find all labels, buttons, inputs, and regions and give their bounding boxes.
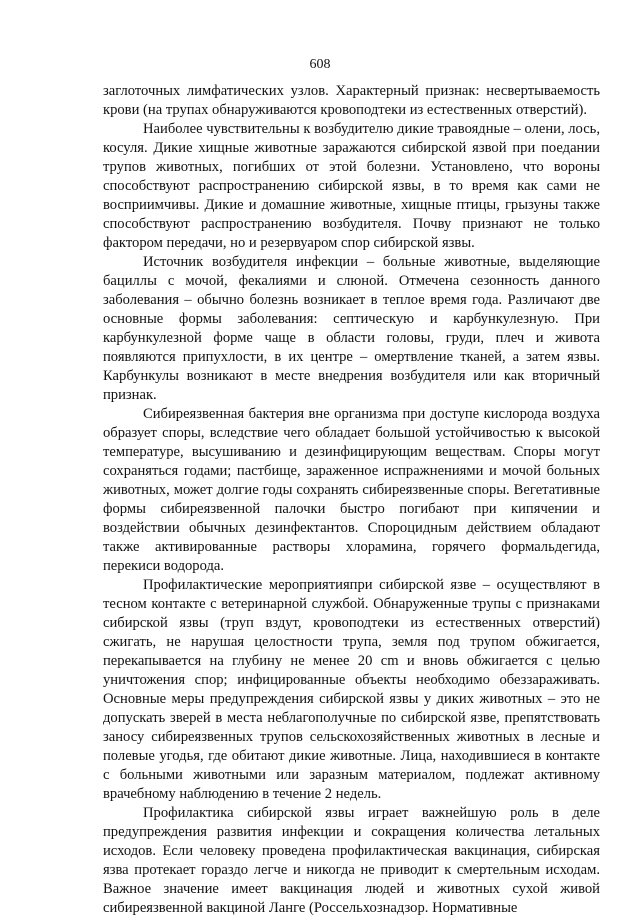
paragraph-3: Источник возбудителя инфекции – больные животные, выделяющие бациллы с мочой, фекалиями и слюной. Отмечена сезонность данного заболевания – обычно болезнь возникает в теплое время года. Различают две основные формы заболевания: септическую и карбункулезную. При карбункулезной форме чаще в области головы, груди, плеч и живота появляются припухлости, в их центре – омертвление тканей, а затем язвы. Карбункулы возникают в месте внедрения возбудителя или как вторичный признак. [103, 254, 600, 403]
body-text [103, 82, 600, 918]
paragraph-1: заглоточных лимфатических узлов. Характерный признак: несвертываемость крови (на трупах обнаруживаются кровоподтеки из естественных отверстий). [103, 83, 600, 118]
paragraph-2: Наиболее чувствительны к возбудителю дикие травоядные – олени, лось, косуля. Дикие хищные животные заражаются сибирской язвой при поедании трупов животных, погибших от этой болезни. Установлено, что вороны способствуют распространению сибирской язвы, в то время как сами не восприимчивы. Дикие и домашние животные, хищные птицы, грызуны также способствуют распространению возбудителя. Почву признают не только фактором передачи, но и резервуаром спор сибирской язвы. [103, 121, 600, 251]
paragraph-5: Профилактические мероприятияпри сибирской язве – осуществляют в тесном контакте с ветеринарной службой. Обнаруженные трупы с признаками сибирской язвы (труп вздут, кровоподтеки из естественных отверстий) сжигать, не нарушая целостности трупа, земля под трупом обжигается, перекапывается на глубину не менее 20 cm и вновь обжигается с целью уничтожения спор; инфицированные объекты необходимо обеззараживать. Основные меры предупреждения сибирской язвы у диких животных – это не допускать зверей в места неблагополучные по сибирской язве, препятствовать заносу сибиреязвенных трупов сельскохозяйственных животных в лесные и полевые угодья, где обитают дикие животные. Лица, находившиеся в контакте с больными животными или заразным материалом, подлежат активному врачебному наблюдению в течение 2 недель. [103, 577, 600, 802]
paragraph-6: Профилактика сибирской язвы играет важнейшую роль в деле предупреждения развития инфекции и сокращения количества летальных исходов. Если человеку проведена профилактическая вакцинация, сибирская язва протекает гораздо легче и никогда не приводит к смертельным исходам. Важное значение имеет вакцинация людей и животных сухой живой сибиреязвенной вакциной Ланге (Россельхознадзор. Нормативные [103, 805, 600, 916]
page-number: 608 [309, 57, 331, 72]
paragraph-4: Сибиреязвенная бактерия вне организма при доступе кислорода воздуха образует споры, вследствие чего обладает большой устойчивостью к высокой температуре, высушиванию и дезинфицирующим веществам. Споры могут сохраняться годами; пастбище, зараженное испражнениями и мочой больных животных, может долгие годы сохранять сибиреязвенные споры. Вегетативные формы сибиреязвенной палочки быстро погибают при кипячении и воздействии обычных дезинфектантов. Спороцидным действием обладают также активированные растворы хлорамина, горячего формальдегида, перекиси водорода. [103, 406, 600, 574]
